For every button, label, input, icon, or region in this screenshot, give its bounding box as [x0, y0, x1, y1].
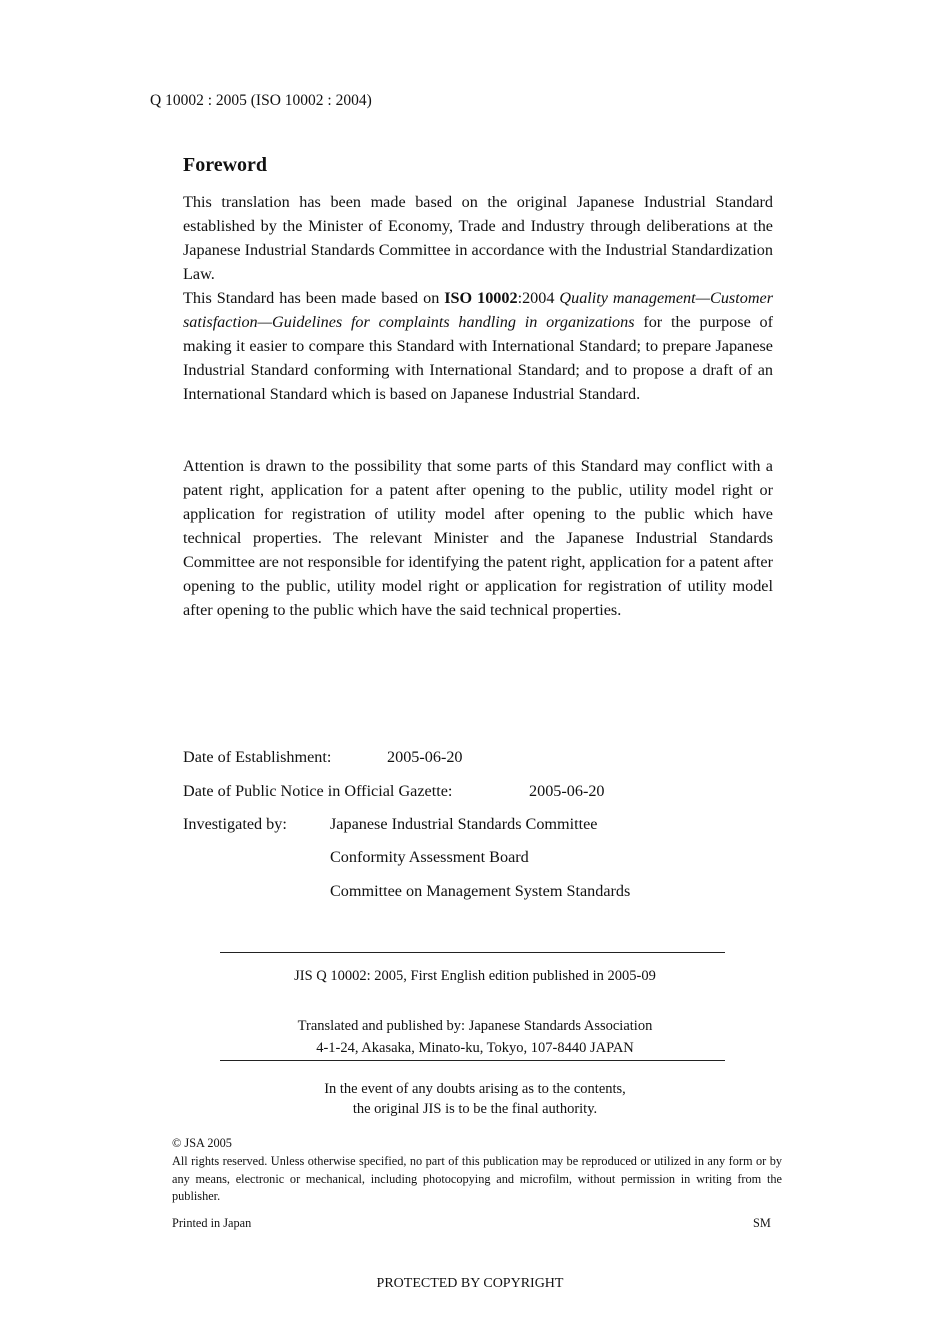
divider-top [220, 952, 725, 953]
para2-rest: for the purpose of making it easier to compare this Standard with International Standard; to prepare Japanese Industrial Standard conforming with International Standard; and to propose a draft of an International Standard which is based on Japanese Industrial Standard. [183, 313, 774, 403]
para2-standard: ISO 10002 [444, 289, 518, 307]
publisher-line: Translated and published by: Japanese Standards Association [297, 1018, 653, 1034]
investigated-by-label: Investigated by: [183, 815, 287, 833]
para2-year: :2004 [517, 289, 560, 307]
publisher-address: 4-1-24, Akasaka, Minato-ku, Tokyo, 107-8440 JAPAN [316, 1040, 634, 1056]
rights-statement: All rights reserved. Unless otherwise specified, no part of this publication may be reproduced or utilized in any form or by any means, electronic or mechanical, including photocopying and microfilm, without permission in writing from the publisher. [172, 1154, 782, 1203]
investigating-committee-msc: Committee on Management System Standards [330, 882, 631, 900]
foreword-paragraph-2 [183, 286, 773, 406]
edition-line: JIS Q 10002: 2005, First English edition published in 2005-09 [294, 968, 656, 984]
divider-bottom [220, 1060, 725, 1061]
document-header: Q 10002 : 2005 (ISO 10002 : 2004) [150, 92, 372, 109]
establishment-date: 2005-06-20 [387, 748, 463, 766]
establishment-label: Date of Establishment: [183, 748, 332, 766]
authority-line-1: In the event of any doubts arising as to the contents, [324, 1081, 626, 1097]
copyright-protection-footer: PROTECTED BY COPYRIGHT [376, 1276, 564, 1291]
foreword-title: Foreword [183, 154, 268, 176]
gazette-notice-label: Date of Public Notice in Official Gazette: [183, 782, 453, 800]
foreword-paragraph-1: This translation has been made based on the original Japanese Industrial Standard established by the Minister of Economy, Trade and Industry through deliberations at the Japanese Industrial Standards Committee in accordance with the Industrial Standardization Law. [183, 193, 773, 283]
publisher-code: SM [753, 1216, 771, 1230]
printed-in: Printed in Japan [172, 1216, 252, 1230]
para2-intro: This Standard has been made based on [183, 289, 445, 307]
foreword-paragraph-3: Attention is drawn to the possibility that some parts of this Standard may conflict with a patent right, application for a patent after opening to the public, utility model right or application for registration of utility model after opening to the public which have technical properties. The relevant Minister and the Japanese Industrial Standards Committee are not responsible for identifying the patent right, application for a patent after opening to the public, utility model right or application for registration of utility model after opening to the public which have the said technical properties. [183, 457, 773, 619]
copyright-notice: © JSA 2005 [172, 1136, 232, 1150]
investigating-board: Conformity Assessment Board [330, 848, 529, 866]
authority-line-2: the original JIS is to be the final authority. [352, 1101, 598, 1117]
investigating-committee: Japanese Industrial Standards Committee [330, 815, 598, 833]
gazette-notice-date: 2005-06-20 [529, 782, 605, 800]
para2-standard-title: Quality management—Customer satisfaction—Guidelines for complaints handling in organizations [183, 289, 773, 331]
